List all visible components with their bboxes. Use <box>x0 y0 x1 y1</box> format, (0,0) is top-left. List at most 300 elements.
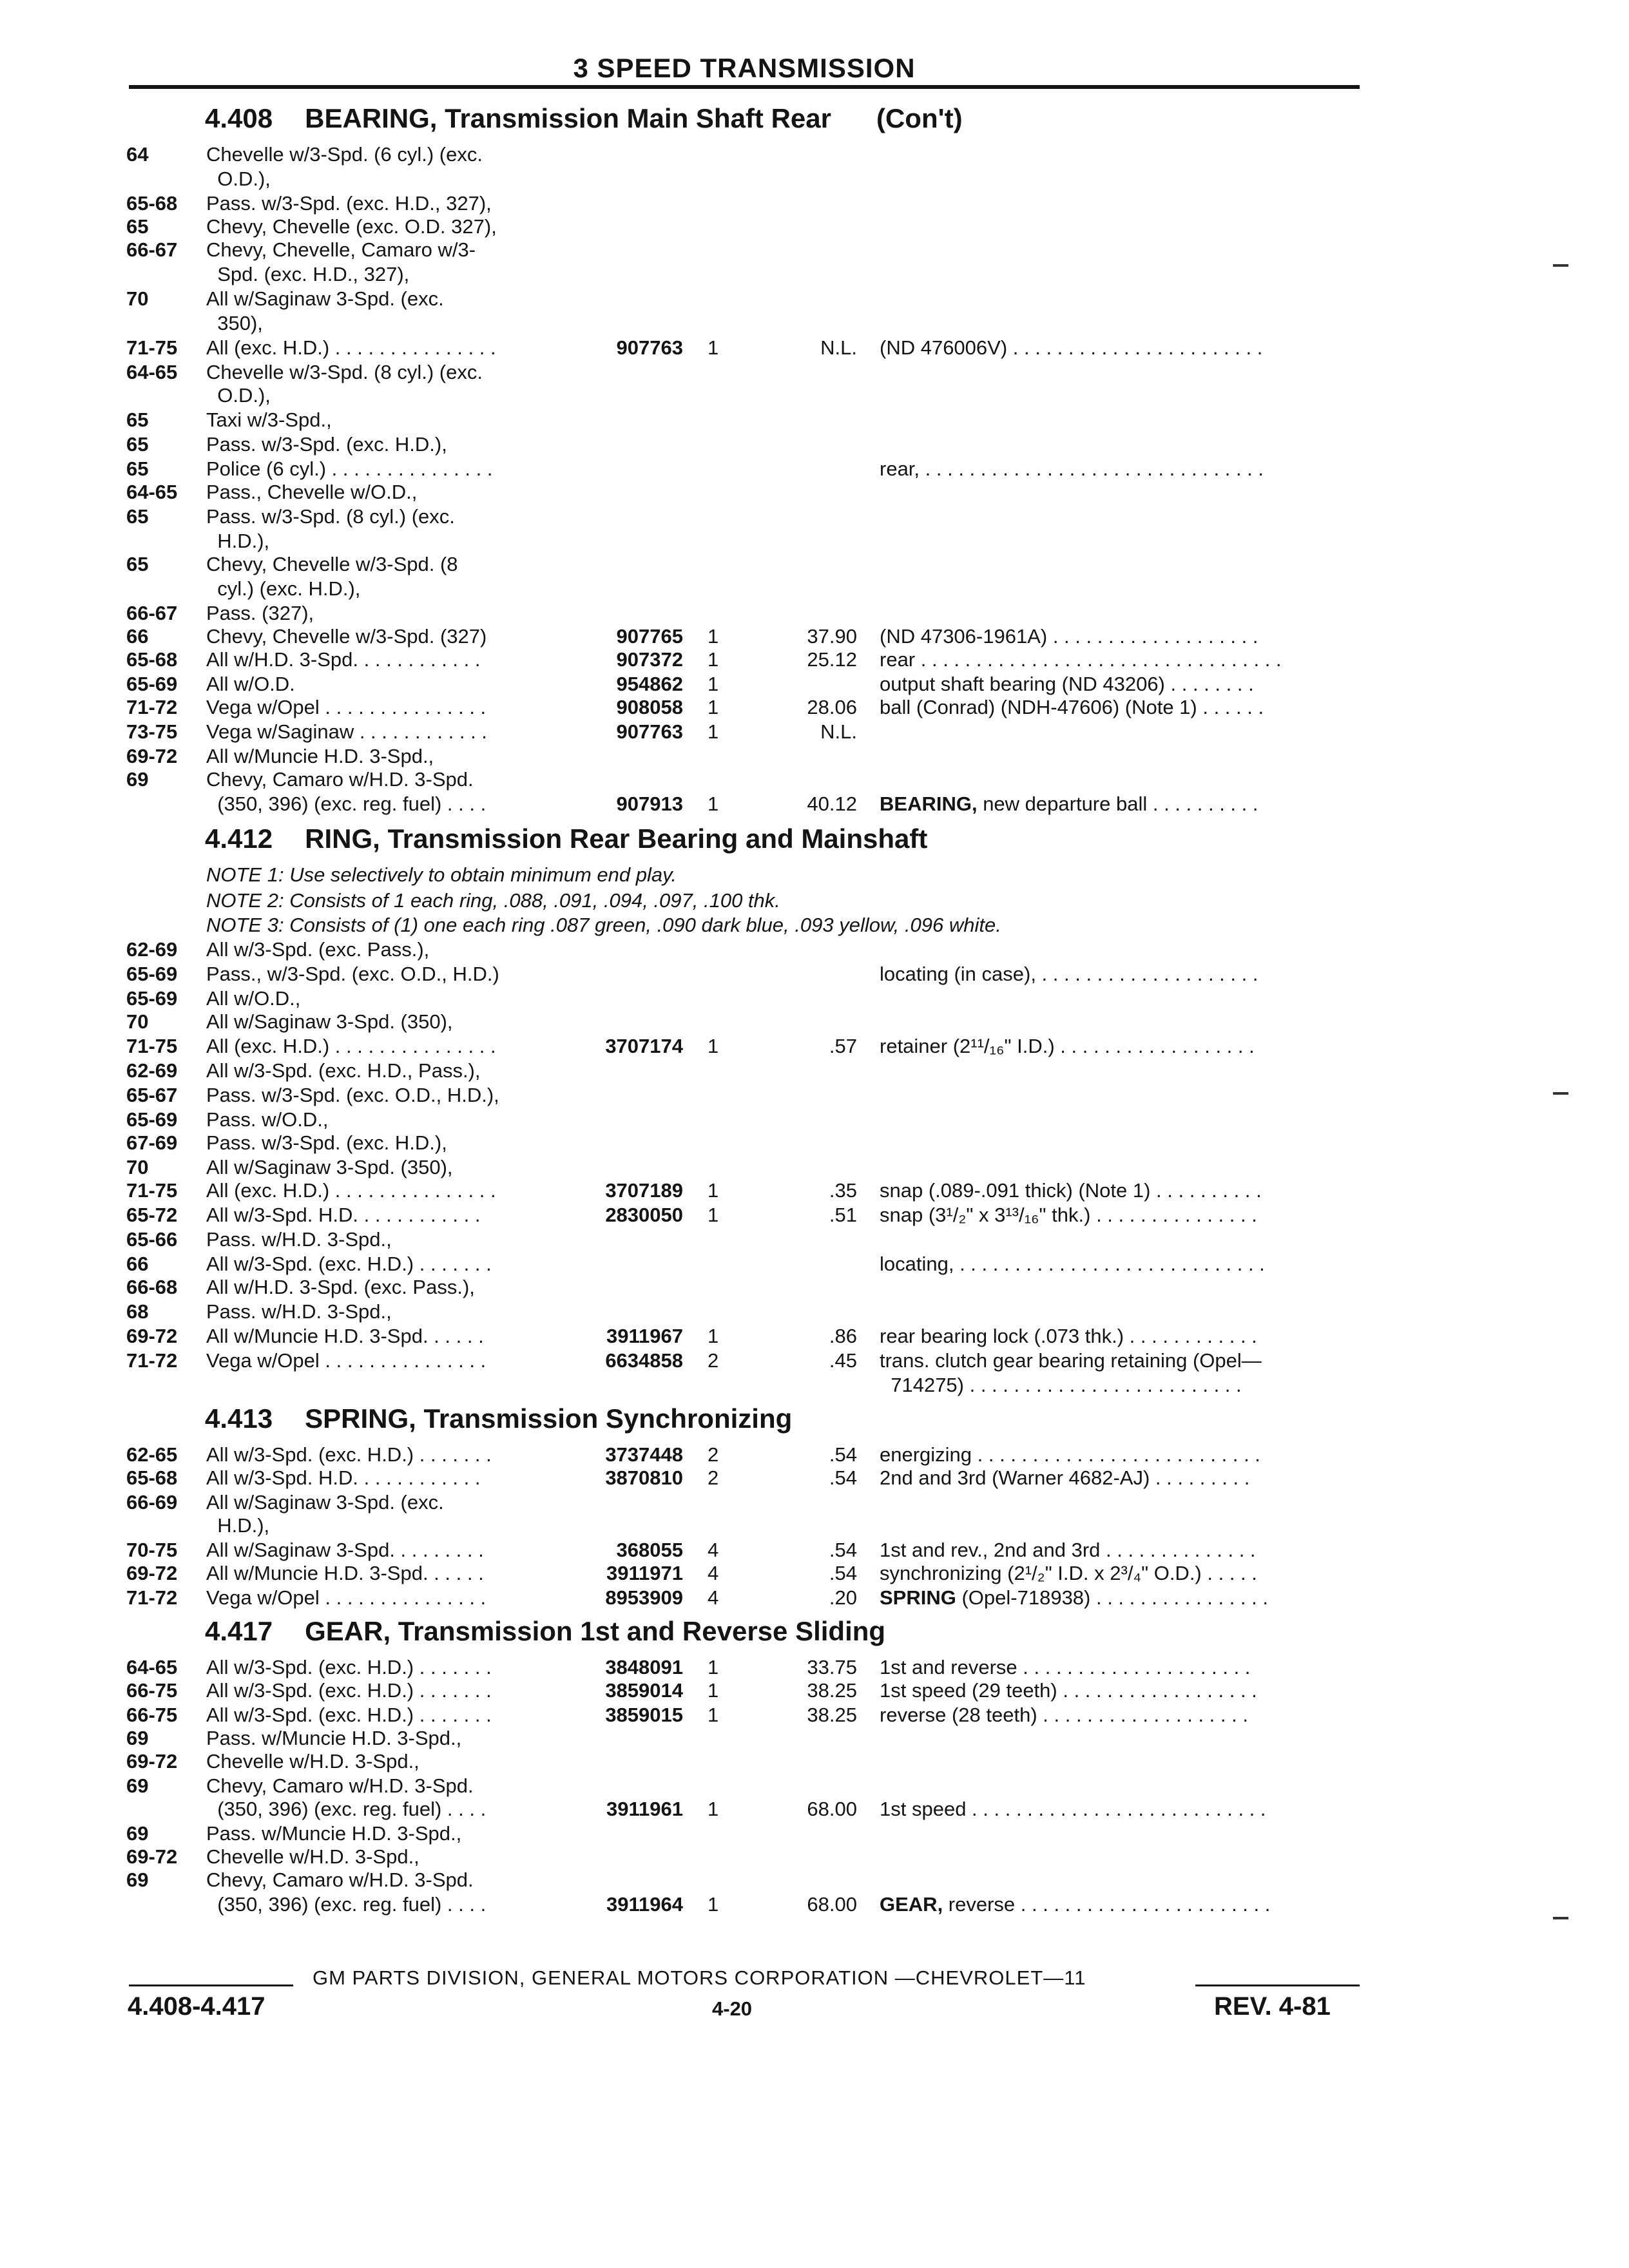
model-years: 71-72 <box>126 1586 178 1609</box>
application: Pass. w/3-Spd. (8 cyl.) (exc. <box>206 505 455 528</box>
part-number: 2830050 <box>605 1204 683 1226</box>
table-row <box>0 1300 1629 1323</box>
description: (ND 47306-1961A) . . . . . . . . . . . . . . . . . . . <box>880 625 1258 648</box>
model-years: 65 <box>126 408 149 431</box>
part-number: 907372 <box>616 648 683 671</box>
application: All (exc. H.D.) . . . . . . . . . . . . . . . <box>206 336 496 359</box>
application: All w/Saginaw 3-Spd. (exc. <box>206 1491 444 1514</box>
section-name: RING, Transmission Rear Bearing and Mainshaft <box>305 823 928 854</box>
application: All w/3-Spd. (exc. H.D.) . . . . . . . <box>206 1443 492 1466</box>
table-row <box>0 1349 1629 1372</box>
quantity: 1 <box>708 673 719 695</box>
description: locating (in case), . . . . . . . . . . . . . . . . . . . . <box>880 963 1258 985</box>
application: (350, 396) (exc. reg. fuel) . . . . <box>206 793 487 815</box>
price: .51 <box>829 1204 857 1226</box>
description: rear bearing lock (.073 thk.) . . . . . . . . . . . . <box>880 1325 1257 1347</box>
model-years: 66-67 <box>126 238 178 261</box>
description: GEAR, reverse . . . . . . . . . . . . . . . . . . . . . . . <box>880 1893 1271 1916</box>
description: 1st speed (29 teeth) . . . . . . . . . . . . . . . . . . <box>880 1679 1257 1702</box>
quantity: 2 <box>708 1466 719 1489</box>
application: Pass. w/3-Spd. (exc. O.D., H.D.), <box>206 1084 499 1106</box>
description: 1st and reverse . . . . . . . . . . . . . . . . . . . . . <box>880 1656 1251 1678</box>
model-years: 71-75 <box>126 336 178 359</box>
model-years: 62-69 <box>126 938 178 961</box>
model-years: 71-72 <box>126 696 178 718</box>
margin-tick <box>1553 1092 1568 1095</box>
section-name: SPRING, Transmission Synchronizing <box>305 1403 793 1434</box>
table-row <box>0 625 1629 648</box>
footer-rule-left <box>129 1984 293 1986</box>
table-row <box>0 1514 1629 1537</box>
section-heading <box>205 1616 885 1647</box>
application: All w/Saginaw 3-Spd. (exc. <box>206 287 444 310</box>
model-years: 66-75 <box>126 1704 178 1726</box>
application: O.D.), <box>206 384 271 407</box>
note-line: NOTE 3: Consists of (1) one each ring .087 green, .090 dark blue, .093 yellow, .096 white. <box>206 914 1001 936</box>
table-row <box>0 263 1629 286</box>
table-row <box>0 530 1629 553</box>
part-number: 908058 <box>616 696 683 718</box>
price: .54 <box>829 1443 857 1466</box>
application: H.D.), <box>206 530 270 552</box>
model-years: 64-65 <box>126 481 178 503</box>
section-heading <box>205 1403 792 1434</box>
application: Pass. w/Muncie H.D. 3-Spd., <box>206 1727 462 1749</box>
section-number: 4.413 <box>205 1403 273 1434</box>
table-row <box>0 1443 1629 1466</box>
table-row <box>0 696 1629 719</box>
price: 37.90 <box>807 625 857 648</box>
table-row <box>0 1325 1629 1348</box>
application: Chevelle w/3-Spd. (6 cyl.) (exc. <box>206 143 483 166</box>
table-row <box>0 1276 1629 1299</box>
price: N.L. <box>820 720 857 743</box>
model-years: 69-72 <box>126 745 178 767</box>
model-years: 66-75 <box>126 1679 178 1702</box>
table-row <box>0 1704 1629 1727</box>
price: .45 <box>829 1349 857 1372</box>
model-years: 69 <box>126 768 149 791</box>
table-row <box>0 1035 1629 1058</box>
part-number: 3911964 <box>606 1893 683 1916</box>
table-row <box>0 1562 1629 1585</box>
application: Pass. w/3-Spd. (exc. H.D., 327), <box>206 192 492 215</box>
price: 38.25 <box>807 1704 857 1726</box>
table-row <box>0 938 1629 961</box>
model-years: 69-72 <box>126 1562 178 1584</box>
description: SPRING (Opel-718938) . . . . . . . . . . . . . . . . <box>880 1586 1268 1609</box>
section-number: 4.412 <box>205 823 273 854</box>
quantity: 1 <box>708 1204 719 1226</box>
application: Chevelle w/H.D. 3-Spd., <box>206 1845 419 1868</box>
table-row <box>0 1374 1629 1397</box>
part-number: 907763 <box>616 720 683 743</box>
model-years: 65-66 <box>126 1228 178 1251</box>
table-row <box>0 553 1629 576</box>
description: 2nd and 3rd (Warner 4682-AJ) . . . . . . . . . <box>880 1466 1250 1489</box>
part-number: 3911971 <box>606 1562 683 1584</box>
price: N.L. <box>820 336 857 359</box>
part-number: 368055 <box>616 1539 683 1561</box>
application: Chevelle w/3-Spd. (8 cyl.) (exc. <box>206 361 483 383</box>
application: Pass. (327), <box>206 602 314 624</box>
table-row <box>0 987 1629 1010</box>
model-years: 66-68 <box>126 1276 178 1298</box>
table-row <box>0 1491 1629 1514</box>
application: All w/3-Spd. (exc. H.D.) . . . . . . . <box>206 1253 492 1275</box>
part-number: 3911961 <box>606 1798 683 1820</box>
part-number: 3737448 <box>605 1443 683 1466</box>
description: 1st and rev., 2nd and 3rd . . . . . . . . . . . . . . <box>880 1539 1256 1561</box>
application: Chevy, Camaro w/H.D. 3-Spd. <box>206 1774 474 1797</box>
table-row <box>0 1845 1629 1869</box>
application: Chevy, Chevelle w/3-Spd. (327) <box>206 625 487 648</box>
table-row <box>0 1727 1629 1750</box>
quantity: 1 <box>708 336 719 359</box>
application: Pass., w/3-Spd. (exc. O.D., H.D.) <box>206 963 499 985</box>
application: Police (6 cyl.) . . . . . . . . . . . . . . . <box>206 457 493 480</box>
model-years: 69-72 <box>126 1845 178 1868</box>
description: synchronizing (2¹/₂" I.D. x 2³/₄" O.D.) . . . . . <box>880 1562 1257 1584</box>
application: All w/Muncie H.D. 3-Spd., <box>206 745 434 767</box>
table-row <box>0 1204 1629 1227</box>
application: Chevy, Camaro w/H.D. 3-Spd. <box>206 768 474 791</box>
price: .54 <box>829 1562 857 1584</box>
application: All w/3-Spd. (exc. H.D.) . . . . . . . <box>206 1656 492 1678</box>
application: Pass. w/Muncie H.D. 3-Spd., <box>206 1822 462 1845</box>
model-years: 65-68 <box>126 192 178 215</box>
description: 1st speed . . . . . . . . . . . . . . . . . . . . . . . . . . . <box>880 1798 1266 1820</box>
model-years: 65-69 <box>126 673 178 695</box>
table-row <box>0 1466 1629 1490</box>
application: Pass., Chevelle w/O.D., <box>206 481 418 503</box>
table-row <box>0 1253 1629 1276</box>
price: .54 <box>829 1466 857 1489</box>
application: Spd. (exc. H.D., 327), <box>206 263 410 285</box>
table-row <box>0 1131 1629 1155</box>
description: reverse (28 teeth) . . . . . . . . . . . . . . . . . . . <box>880 1704 1248 1726</box>
table-row <box>0 1059 1629 1082</box>
application: All w/3-Spd. (exc. H.D.) . . . . . . . <box>206 1679 492 1702</box>
part-number: 907765 <box>616 625 683 648</box>
section-heading <box>205 103 963 134</box>
section-suffix: (Con't) <box>876 103 963 133</box>
part-number: 3707189 <box>605 1179 683 1202</box>
description: BEARING, new departure ball . . . . . . . . . . <box>880 793 1258 815</box>
page-title: 3 SPEED TRANSMISSION <box>573 53 916 83</box>
model-years: 69 <box>126 1822 149 1845</box>
application: Chevy, Camaro w/H.D. 3-Spd. <box>206 1869 474 1891</box>
model-years: 64-65 <box>126 1656 178 1678</box>
model-years: 70 <box>126 1156 149 1178</box>
model-years: 69-72 <box>126 1325 178 1347</box>
model-years: 64-65 <box>126 361 178 383</box>
price: .86 <box>829 1325 857 1347</box>
model-years: 65 <box>126 433 149 456</box>
note-line: NOTE 2: Consists of 1 each ring, .088, .091, .094, .097, .100 thk. <box>206 889 780 912</box>
price: .54 <box>829 1539 857 1561</box>
quantity: 1 <box>708 1035 719 1057</box>
part-number: 3870810 <box>605 1466 683 1489</box>
model-years: 66-67 <box>126 602 178 624</box>
application: H.D.), <box>206 1514 270 1537</box>
margin-tick <box>1553 264 1568 267</box>
price: .20 <box>829 1586 857 1609</box>
model-years: 65 <box>126 457 149 480</box>
table-row <box>0 433 1629 456</box>
table-row <box>0 238 1629 262</box>
application: All w/Muncie H.D. 3-Spd. . . . . . <box>206 1562 484 1584</box>
table-row <box>0 1539 1629 1562</box>
quantity: 1 <box>708 1679 719 1702</box>
table-row <box>0 1679 1629 1702</box>
table-row <box>0 768 1629 791</box>
table-row <box>0 505 1629 528</box>
table-row <box>0 1156 1629 1179</box>
footer-rule-right <box>1195 1984 1360 1986</box>
application: Pass. w/H.D. 3-Spd., <box>206 1300 392 1323</box>
model-years: 66 <box>126 1253 149 1275</box>
table-row <box>0 1893 1629 1916</box>
application: All w/Saginaw 3-Spd. . . . . . . . . <box>206 1539 484 1561</box>
application: All w/H.D. 3-Spd. . . . . . . . . . . . <box>206 648 481 671</box>
quantity: 1 <box>708 1798 719 1820</box>
quantity: 1 <box>708 1325 719 1347</box>
footer-division-line <box>129 1966 1360 1999</box>
description: (ND 476006V) . . . . . . . . . . . . . . . . . . . . . . . <box>880 336 1263 359</box>
part-number: 8953909 <box>605 1586 683 1609</box>
price: 33.75 <box>807 1656 857 1678</box>
quantity: 1 <box>708 1704 719 1726</box>
footer-page-number: 4-20 <box>712 1997 753 2020</box>
table-row <box>0 1084 1629 1107</box>
quantity: 1 <box>708 1656 719 1678</box>
part-number: 907763 <box>616 336 683 359</box>
table-row <box>0 793 1629 816</box>
table-row <box>0 720 1629 744</box>
application: Pass. w/O.D., <box>206 1108 329 1131</box>
table-row <box>0 384 1629 407</box>
model-years: 65-67 <box>126 1084 178 1106</box>
application: Vega w/Opel . . . . . . . . . . . . . . . <box>206 1586 487 1609</box>
model-years: 71-72 <box>126 1349 178 1372</box>
table-row <box>0 192 1629 215</box>
quantity: 1 <box>708 720 719 743</box>
application: All (exc. H.D.) . . . . . . . . . . . . . . . <box>206 1035 496 1057</box>
section-number: 4.408 <box>205 103 273 133</box>
quantity: 1 <box>708 1893 719 1916</box>
footer-revision: REV. 4-81 <box>1214 1992 1331 2021</box>
model-years: 69 <box>126 1869 149 1891</box>
application: (350, 396) (exc. reg. fuel) . . . . <box>206 1893 487 1916</box>
price: 40.12 <box>807 793 857 815</box>
application: Pass. w/3-Spd. (exc. H.D.), <box>206 1131 447 1154</box>
table-row <box>0 1228 1629 1251</box>
model-years: 70 <box>126 287 149 310</box>
application: Pass. w/3-Spd. (exc. H.D.), <box>206 433 447 456</box>
quantity: 1 <box>708 648 719 671</box>
application: All w/Saginaw 3-Spd. (350), <box>206 1010 453 1033</box>
note-line: NOTE 1: Use selectively to obtain minimum end play. <box>206 863 677 886</box>
page-header <box>129 53 1360 91</box>
quantity: 2 <box>708 1349 719 1372</box>
application: 350), <box>206 312 263 334</box>
description: snap (3¹/₂" x 3¹³/₁₆" thk.) . . . . . . . . . . . . . . . <box>880 1204 1257 1226</box>
table-row <box>0 312 1629 335</box>
footer-division: GM PARTS DIVISION, GENERAL MOTORS CORPORATION —CHEVROLET—11 <box>313 1966 1086 1989</box>
table-row <box>0 361 1629 384</box>
table-row <box>0 745 1629 768</box>
application: Pass. w/H.D. 3-Spd., <box>206 1228 392 1251</box>
table-row <box>0 1869 1629 1892</box>
application: All (exc. H.D.) . . . . . . . . . . . . . . . <box>206 1179 496 1202</box>
table-row <box>0 168 1629 191</box>
section-name: BEARING, Transmission Main Shaft Rear <box>305 103 831 133</box>
description: snap (.089-.091 thick) (Note 1) . . . . . . . . . . <box>880 1179 1262 1202</box>
table-row <box>0 1108 1629 1131</box>
model-years: 70-75 <box>126 1539 178 1561</box>
application: Chevy, Chevelle, Camaro w/3- <box>206 238 476 261</box>
application: O.D.), <box>206 168 271 190</box>
section-heading <box>205 823 927 854</box>
application: All w/3-Spd. (exc. Pass.), <box>206 938 430 961</box>
table-row <box>0 963 1629 986</box>
footer-section-ref: 4.408-4.417 <box>128 1992 265 2021</box>
table-row <box>0 1774 1629 1798</box>
description: output shaft bearing (ND 43206) . . . . . . . . <box>880 673 1254 695</box>
header-rule <box>129 85 1360 89</box>
quantity: 1 <box>708 1179 719 1202</box>
application: Vega w/Opel . . . . . . . . . . . . . . . <box>206 1349 487 1372</box>
part-number: 954862 <box>616 673 683 695</box>
table-row <box>0 215 1629 238</box>
model-years: 65 <box>126 215 149 238</box>
price: 68.00 <box>807 1798 857 1820</box>
table-row <box>0 673 1629 696</box>
model-years: 67-69 <box>126 1131 178 1154</box>
description: retainer (2¹¹/₁₆" I.D.) . . . . . . . . . . . . . . . . . . <box>880 1035 1255 1057</box>
application: cyl.) (exc. H.D.), <box>206 577 361 600</box>
model-years: 64 <box>126 143 149 166</box>
model-years: 69-72 <box>126 1750 178 1773</box>
application: (350, 396) (exc. reg. fuel) . . . . <box>206 1798 487 1820</box>
price: 28.06 <box>807 696 857 718</box>
table-row <box>0 408 1629 432</box>
model-years: 65-69 <box>126 963 178 985</box>
model-years: 69 <box>126 1727 149 1749</box>
part-number: 6634858 <box>605 1349 683 1372</box>
description: rear, . . . . . . . . . . . . . . . . . . . . . . . . . . . . . . . <box>880 457 1264 480</box>
model-years: 71-75 <box>126 1035 178 1057</box>
table-row <box>0 577 1629 601</box>
model-years: 66 <box>126 625 149 648</box>
part-number: 907913 <box>616 793 683 815</box>
table-row <box>0 1750 1629 1773</box>
quantity: 1 <box>708 625 719 648</box>
model-years: 65 <box>126 505 149 528</box>
table-row <box>0 1179 1629 1202</box>
application: Chevy, Chevelle w/3-Spd. (8 <box>206 553 458 575</box>
quantity: 1 <box>708 793 719 815</box>
description: trans. clutch gear bearing retaining (Opel— <box>880 1349 1262 1372</box>
price: 25.12 <box>807 648 857 671</box>
quantity: 4 <box>708 1539 719 1561</box>
application: All w/Saginaw 3-Spd. (350), <box>206 1156 453 1178</box>
application: All w/Muncie H.D. 3-Spd. . . . . . <box>206 1325 484 1347</box>
section-name: GEAR, Transmission 1st and Reverse Sliding <box>305 1616 886 1646</box>
model-years: 65-68 <box>126 648 178 671</box>
application: Taxi w/3-Spd., <box>206 408 332 431</box>
application: Chevelle w/H.D. 3-Spd., <box>206 1750 419 1773</box>
application: All w/3-Spd. H.D. . . . . . . . . . . . <box>206 1466 481 1489</box>
model-years: 70 <box>126 1010 149 1033</box>
application: All w/3-Spd. (exc. H.D., Pass.), <box>206 1059 481 1082</box>
part-number: 3859014 <box>605 1679 683 1702</box>
part-number: 3848091 <box>605 1656 683 1678</box>
model-years: 62-69 <box>126 1059 178 1082</box>
part-number: 3859015 <box>605 1704 683 1726</box>
application: Vega w/Saginaw . . . . . . . . . . . . <box>206 720 487 743</box>
table-row <box>0 1656 1629 1679</box>
table-row <box>0 143 1629 166</box>
model-years: 65-68 <box>126 1466 178 1489</box>
description: rear . . . . . . . . . . . . . . . . . . . . . . . . . . . . . . . . . <box>880 648 1282 671</box>
table-row <box>0 602 1629 625</box>
model-years: 66-69 <box>126 1491 178 1514</box>
table-row <box>0 1798 1629 1821</box>
table-row <box>0 1586 1629 1610</box>
table-row <box>0 648 1629 671</box>
model-years: 65-69 <box>126 1108 178 1131</box>
model-years: 69 <box>126 1774 149 1797</box>
model-years: 65-69 <box>126 987 178 1010</box>
application: All w/O.D. <box>206 673 295 695</box>
application: All w/O.D., <box>206 987 301 1010</box>
application: All w/H.D. 3-Spd. (exc. Pass.), <box>206 1276 475 1298</box>
part-number: 3911967 <box>606 1325 683 1347</box>
table-row <box>0 1010 1629 1033</box>
application: Chevy, Chevelle (exc. O.D. 327), <box>206 215 497 238</box>
quantity: 4 <box>708 1586 719 1609</box>
price: 68.00 <box>807 1893 857 1916</box>
price: .35 <box>829 1179 857 1202</box>
application: All w/3-Spd. H.D. . . . . . . . . . . . <box>206 1204 481 1226</box>
application: All w/3-Spd. (exc. H.D.) . . . . . . . <box>206 1704 492 1726</box>
section-number: 4.417 <box>205 1616 273 1646</box>
description: locating, . . . . . . . . . . . . . . . . . . . . . . . . . . . . <box>880 1253 1265 1275</box>
model-years: 73-75 <box>126 720 178 743</box>
margin-tick <box>1553 1917 1568 1919</box>
application: Vega w/Opel . . . . . . . . . . . . . . . <box>206 696 487 718</box>
table-row <box>0 1822 1629 1845</box>
part-number: 3707174 <box>605 1035 683 1057</box>
quantity: 2 <box>708 1443 719 1466</box>
table-row <box>0 457 1629 481</box>
table-row <box>0 481 1629 504</box>
model-years: 68 <box>126 1300 149 1323</box>
price: 38.25 <box>807 1679 857 1702</box>
table-row <box>0 287 1629 311</box>
model-years: 65 <box>126 553 149 575</box>
model-years: 71-75 <box>126 1179 178 1202</box>
description: 714275) . . . . . . . . . . . . . . . . . . . . . . . . . <box>880 1374 1242 1396</box>
table-row <box>0 336 1629 360</box>
model-years: 65-72 <box>126 1204 178 1226</box>
description: ball (Conrad) (NDH-47606) (Note 1) . . . . . . <box>880 696 1264 718</box>
quantity: 1 <box>708 696 719 718</box>
description: energizing . . . . . . . . . . . . . . . . . . . . . . . . . . <box>880 1443 1260 1466</box>
price: .57 <box>829 1035 857 1057</box>
